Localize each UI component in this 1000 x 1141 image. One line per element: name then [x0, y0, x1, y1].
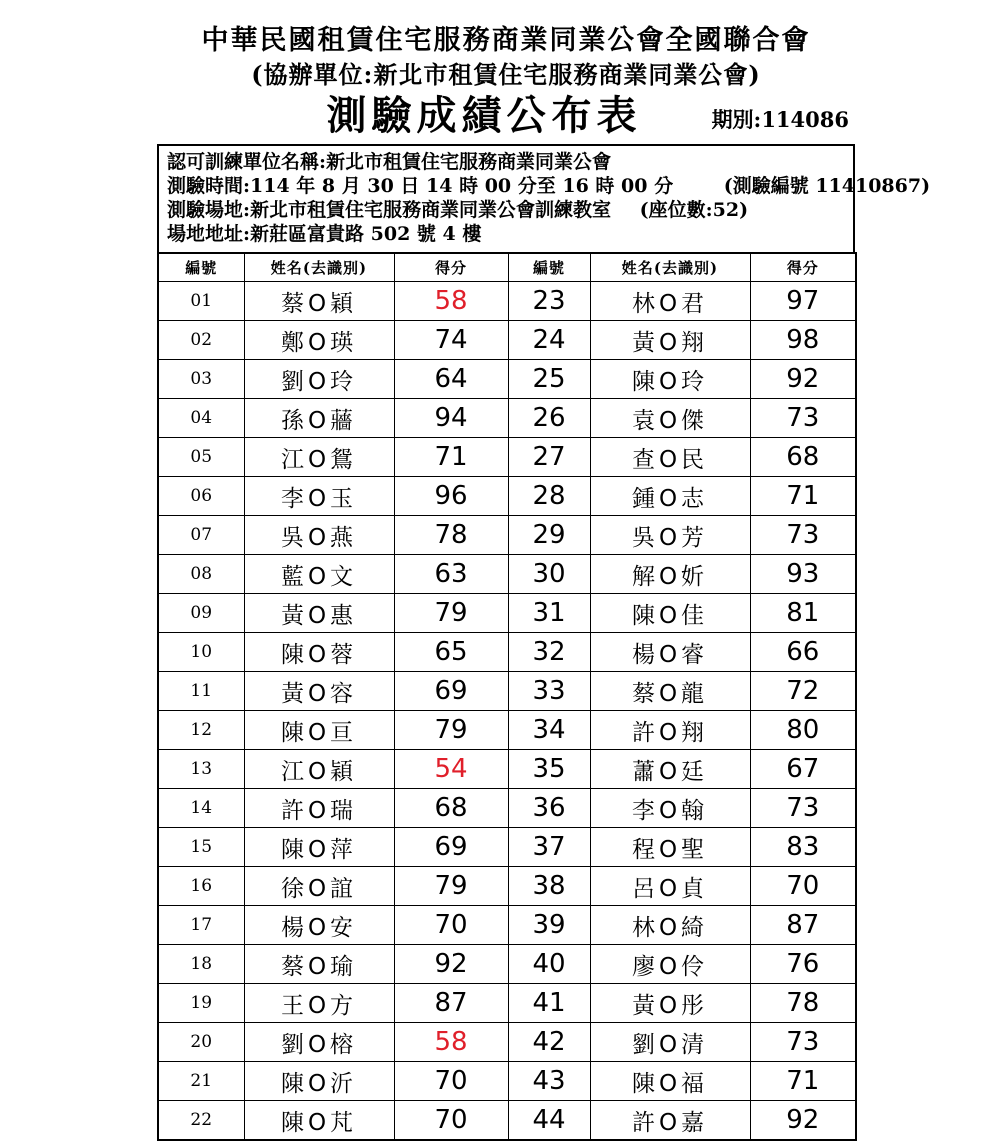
col-header-number-left: 編號 [158, 253, 244, 282]
candidate-name-left: 黃O容 [244, 672, 394, 711]
score-right: 71 [750, 1062, 856, 1101]
candidate-name-right: 林O君 [590, 282, 750, 321]
table-row [158, 477, 856, 516]
seat-number-left: 15 [158, 828, 244, 867]
candidate-name-left: 江O穎 [244, 750, 394, 789]
candidate-name-left: 許O瑞 [244, 789, 394, 828]
candidate-name-right: 劉O清 [590, 1023, 750, 1062]
score-left: 74 [394, 321, 508, 360]
seat-number-right: 32 [508, 633, 590, 672]
score-right: 83 [750, 828, 856, 867]
score-right: 97 [750, 282, 856, 321]
seat-number-left: 05 [158, 438, 244, 477]
seat-number-right: 37 [508, 828, 590, 867]
score-left: 79 [394, 867, 508, 906]
seat-number-left: 08 [158, 555, 244, 594]
candidate-name-right: 黃O彤 [590, 984, 750, 1023]
candidate-name-right: 李O翰 [590, 789, 750, 828]
score-right: 93 [750, 555, 856, 594]
score-left: 96 [394, 477, 508, 516]
table-row [158, 321, 856, 360]
score-left: 68 [394, 789, 508, 828]
score-left: 69 [394, 828, 508, 867]
score-right: 98 [750, 321, 856, 360]
seat-number-right: 30 [508, 555, 590, 594]
candidate-name-left: 楊O安 [244, 906, 394, 945]
table-row [158, 399, 856, 438]
seat-number-right: 31 [508, 594, 590, 633]
seat-number-right: 41 [508, 984, 590, 1023]
candidate-name-right: 廖O伶 [590, 945, 750, 984]
col-header-score-right: 得分 [750, 253, 856, 282]
seat-number-left: 13 [158, 750, 244, 789]
table-row [158, 750, 856, 789]
candidate-name-left: 陳O芃 [244, 1101, 394, 1141]
score-left: 78 [394, 516, 508, 555]
score-right: 71 [750, 477, 856, 516]
score-left: 87 [394, 984, 508, 1023]
exam-info-box [157, 144, 931, 254]
seat-number-left: 03 [158, 360, 244, 399]
candidate-name-right: 許O翔 [590, 711, 750, 750]
score-right: 78 [750, 984, 856, 1023]
seat-number-left: 20 [158, 1023, 244, 1062]
score-right: 87 [750, 906, 856, 945]
score-right: 73 [750, 399, 856, 438]
seat-count-note: (座位數:52) [639, 199, 749, 221]
table-row [158, 945, 856, 984]
candidate-name-left: 徐O誼 [244, 867, 394, 906]
seat-number-left: 07 [158, 516, 244, 555]
col-header-name-left: 姓名(去識別) [244, 253, 394, 282]
score-left: 70 [394, 1101, 508, 1141]
score-right: 76 [750, 945, 856, 984]
score-left: 63 [394, 555, 508, 594]
table-row [158, 906, 856, 945]
seat-number-left: 19 [158, 984, 244, 1023]
table-row [158, 867, 856, 906]
table-row [158, 828, 856, 867]
seat-number-left: 02 [158, 321, 244, 360]
seat-number-left: 16 [158, 867, 244, 906]
co-organizer-line: (協辦單位:新北市租賃住宅服務商業同業公會) [251, 60, 761, 89]
venue-address-line: 場地地址:新莊區富貴路 502 號 4 樓 [167, 223, 482, 245]
table-row [158, 672, 856, 711]
candidate-name-right: 程O聖 [590, 828, 750, 867]
candidate-name-right: 吳O芳 [590, 516, 750, 555]
seat-number-right: 29 [508, 516, 590, 555]
exam-time-line [167, 174, 931, 198]
seat-number-left: 17 [158, 906, 244, 945]
table-row [158, 594, 856, 633]
score-right: 73 [750, 789, 856, 828]
seat-number-right: 24 [508, 321, 590, 360]
seat-number-left: 21 [158, 1062, 244, 1101]
score-left: 92 [394, 945, 508, 984]
score-left: 64 [394, 360, 508, 399]
seat-number-right: 35 [508, 750, 590, 789]
exam-venue-text: 測驗場地:新北市租賃住宅服務商業同業公會訓練教室 [167, 199, 612, 221]
candidate-name-right: 蔡O龍 [590, 672, 750, 711]
candidate-name-right: 袁O傑 [590, 399, 750, 438]
score-left: 58 [394, 1023, 508, 1062]
exam-venue-line [167, 198, 845, 222]
candidate-name-right: 許O嘉 [590, 1101, 750, 1141]
header-row [158, 253, 856, 282]
document-body [157, 0, 931, 1141]
candidate-name-left: 吳O燕 [244, 516, 394, 555]
seat-number-right: 27 [508, 438, 590, 477]
seat-number-left: 04 [158, 399, 244, 438]
score-right: 68 [750, 438, 856, 477]
candidate-name-right: 陳O玲 [590, 360, 750, 399]
col-header-score-left: 得分 [394, 253, 508, 282]
score-left: 79 [394, 594, 508, 633]
seat-number-left: 14 [158, 789, 244, 828]
table-row [158, 516, 856, 555]
score-right: 67 [750, 750, 856, 789]
table-row [158, 438, 856, 477]
candidate-name-left: 蔡O瑜 [244, 945, 394, 984]
exam-number-note: (測驗編號 11410867) [723, 175, 931, 197]
candidate-name-left: 鄭O瑛 [244, 321, 394, 360]
candidate-name-left: 劉O玲 [244, 360, 394, 399]
table-row [158, 1101, 856, 1141]
seat-number-left: 06 [158, 477, 244, 516]
candidate-name-right: 林O綺 [590, 906, 750, 945]
score-right: 70 [750, 867, 856, 906]
candidate-name-right: 解O妡 [590, 555, 750, 594]
score-right: 73 [750, 1023, 856, 1062]
training-unit-line: 認可訓練單位名稱:新北市租賃住宅服務商業同業公會 [167, 151, 612, 173]
seat-number-right: 25 [508, 360, 590, 399]
score-left: 94 [394, 399, 508, 438]
seat-number-right: 38 [508, 867, 590, 906]
table-row [158, 789, 856, 828]
candidate-name-left: 王O方 [244, 984, 394, 1023]
score-right: 73 [750, 516, 856, 555]
seat-number-left: 11 [158, 672, 244, 711]
score-right: 92 [750, 360, 856, 399]
period-label: 期別:114086 [711, 107, 849, 132]
score-table [157, 252, 857, 1141]
score-left: 58 [394, 282, 508, 321]
score-right: 92 [750, 1101, 856, 1141]
candidate-name-left: 江O鴛 [244, 438, 394, 477]
table-row [158, 282, 856, 321]
seat-number-right: 28 [508, 477, 590, 516]
score-table-body [158, 282, 856, 1141]
candidate-name-right: 呂O貞 [590, 867, 750, 906]
document-title: 測驗成績公布表 [326, 92, 642, 139]
seat-number-left: 01 [158, 282, 244, 321]
seat-number-left: 22 [158, 1101, 244, 1141]
candidate-name-left: 陳O萍 [244, 828, 394, 867]
table-row [158, 1023, 856, 1062]
candidate-name-right: 鍾O志 [590, 477, 750, 516]
seat-number-right: 39 [508, 906, 590, 945]
candidate-name-right: 蕭O廷 [590, 750, 750, 789]
candidate-name-right: 陳O佳 [590, 594, 750, 633]
col-header-number-right: 編號 [508, 253, 590, 282]
seat-number-right: 44 [508, 1101, 590, 1141]
candidate-name-left: 藍O文 [244, 555, 394, 594]
score-left: 65 [394, 633, 508, 672]
table-row [158, 555, 856, 594]
seat-number-right: 23 [508, 282, 590, 321]
seat-number-left: 18 [158, 945, 244, 984]
seat-number-right: 40 [508, 945, 590, 984]
seat-number-left: 10 [158, 633, 244, 672]
score-right: 81 [750, 594, 856, 633]
table-row [158, 1062, 856, 1101]
score-left: 70 [394, 906, 508, 945]
candidate-name-left: 劉O榕 [244, 1023, 394, 1062]
table-row [158, 711, 856, 750]
candidate-name-left: 陳O蓉 [244, 633, 394, 672]
score-left: 54 [394, 750, 508, 789]
score-right: 80 [750, 711, 856, 750]
candidate-name-left: 陳O亘 [244, 711, 394, 750]
candidate-name-left: 蔡O穎 [244, 282, 394, 321]
organization-name: 中華民國租賃住宅服務商業同業公會全國聯合會 [201, 25, 811, 56]
score-right: 72 [750, 672, 856, 711]
seat-number-right: 42 [508, 1023, 590, 1062]
score-table-header [158, 253, 856, 282]
exam-time-text: 測驗時間:114 年 8 月 30 日 14 時 00 分至 16 時 00 分 [167, 175, 674, 197]
candidate-name-left: 李O玉 [244, 477, 394, 516]
seat-number-left: 09 [158, 594, 244, 633]
candidate-name-left: 陳O沂 [244, 1062, 394, 1101]
seat-number-right: 33 [508, 672, 590, 711]
candidate-name-left: 黃O惠 [244, 594, 394, 633]
seat-number-right: 43 [508, 1062, 590, 1101]
table-row [158, 984, 856, 1023]
score-left: 79 [394, 711, 508, 750]
seat-number-right: 34 [508, 711, 590, 750]
candidate-name-left: 孫O蘠 [244, 399, 394, 438]
title-row [157, 90, 855, 138]
candidate-name-right: 楊O睿 [590, 633, 750, 672]
candidate-name-right: 陳O福 [590, 1062, 750, 1101]
seat-number-right: 26 [508, 399, 590, 438]
col-header-name-right: 姓名(去識別) [590, 253, 750, 282]
candidate-name-right: 查O民 [590, 438, 750, 477]
seat-number-left: 12 [158, 711, 244, 750]
score-left: 70 [394, 1062, 508, 1101]
seat-number-right: 36 [508, 789, 590, 828]
table-row [158, 633, 856, 672]
table-row [158, 360, 856, 399]
score-right: 66 [750, 633, 856, 672]
candidate-name-right: 黃O翔 [590, 321, 750, 360]
score-left: 71 [394, 438, 508, 477]
score-left: 69 [394, 672, 508, 711]
